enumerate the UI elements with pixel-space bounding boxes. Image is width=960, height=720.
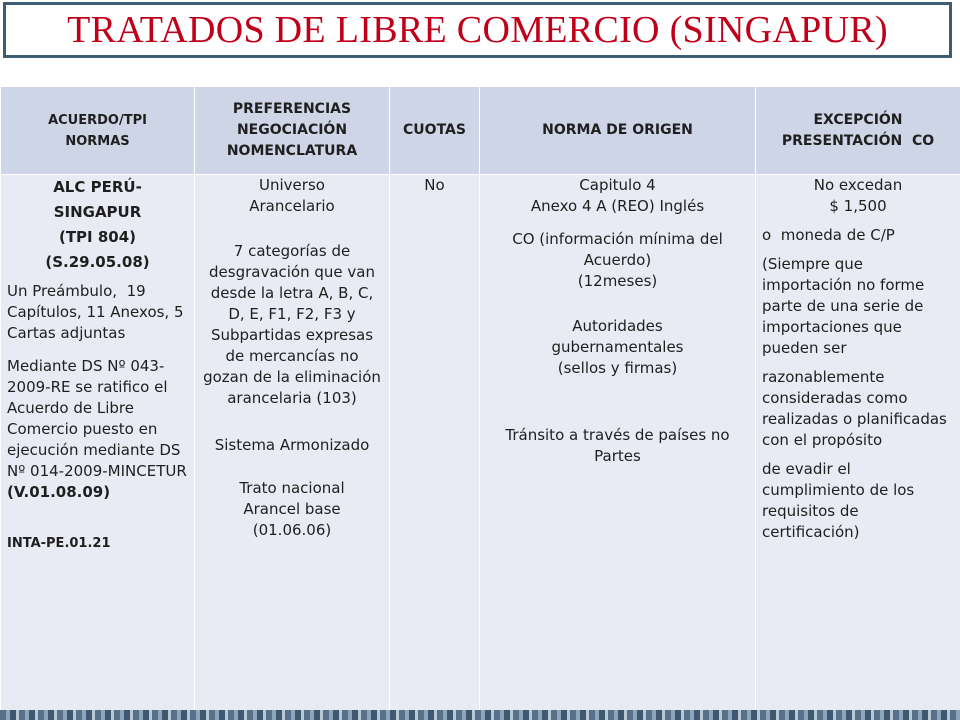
harmonized-system-text: Sistema Armonizado [214,436,370,454]
title-box [3,2,952,58]
header-cuotas [390,87,480,175]
cell-cuotas [390,175,480,712]
exception-limit-label: No excedan [813,176,903,194]
base-tariff-date: (01.06.06) [252,521,332,539]
exception-condition-cont: razonablemente consideradas como realizadas o planificadas con el propósito [762,368,947,449]
seals-text: (sellos y firmas) [557,359,678,377]
agreement-table [0,86,960,712]
certificate-validity: (12meses) [577,272,658,290]
ratification-text: Mediante DS Nº 043-2009-RE se ratifico el Acuerdo de Libre Comercio puesto en ejecución mediante DS Nº 014-2009-MINCETUR [7,357,187,480]
cell-excepcion [756,175,960,712]
header-line: PREFERENCIAS [232,101,352,117]
cell-preferencias [195,175,390,712]
categories-text: 7 categorías de desgravación que van desde la letra A, B, C, D, E, F1, F2, F3 y Subpartidas expresas de mercancías no gozan de la eliminación arancelaria (103) [203,242,381,407]
origin-annex: Anexo 4 A (REO) Inglés [530,197,705,215]
exception-limit-value: $ 1,500 [829,197,887,215]
tariff-universe-text: Universo Arancelario [249,176,335,215]
header-line: ACUERDO/TPI [48,112,147,128]
agreement-code: INTA-PE.01.21 [7,536,111,551]
agreement-heading-line: (S.29.05.08) [45,253,150,271]
header-line: NORMA DE ORIGEN [542,122,693,138]
agreement-heading-line: SINGAPUR [53,203,142,221]
transit-text: Tránsito a través de países no Partes [505,426,730,465]
agreement-heading-line: ALC PERÚ- [53,178,142,196]
ratification-code: (V.01.08.09) [7,483,111,501]
header-preferencias [195,87,390,175]
header-line: CUOTAS [403,122,466,138]
agreement-heading-line: (TPI 804) [58,228,137,246]
table-header-row [1,87,960,175]
header-line: NEGOCIACIÓN [236,122,348,138]
exception-condition-end: de evadir el cumplimiento de los requisitos de certificación) [762,460,915,541]
header-excepcion [756,87,960,175]
header-line: PRESENTACIÓN CO [781,132,935,149]
exception-currency: o moneda de C/P [762,226,895,244]
bottom-decorative-strip [0,710,960,720]
exception-condition: (Siempre que importación no forme parte de una serie de importaciones que pueden ser [762,255,925,357]
authorities-text: Autoridades gubernamentales [551,317,684,356]
header-line: EXCEPCIÓN [813,111,903,128]
origin-chapter: Capitulo 4 [579,176,656,194]
agreement-heading [7,175,188,275]
table-row [1,175,960,712]
cell-norma-origen [480,175,756,712]
header-norma-origen [480,87,756,175]
quota-value: No [424,176,445,194]
certificate-info: CO (información mínima del Acuerdo) [512,230,723,269]
header-line: NORMAS [65,133,130,149]
national-treatment-text: Trato nacional [239,479,345,497]
slide-title: TRATADOS DE LIBRE COMERCIO (SINGAPUR) [67,9,888,51]
header-acuerdo [1,87,195,175]
base-tariff-text: Arancel base [243,500,341,518]
cell-acuerdo [1,175,195,712]
header-line: NOMENCLATURA [226,143,358,159]
agreement-structure-text: Un Preámbulo, 19 Capítulos, 11 Anexos, 5 Cartas adjuntas [7,282,189,342]
